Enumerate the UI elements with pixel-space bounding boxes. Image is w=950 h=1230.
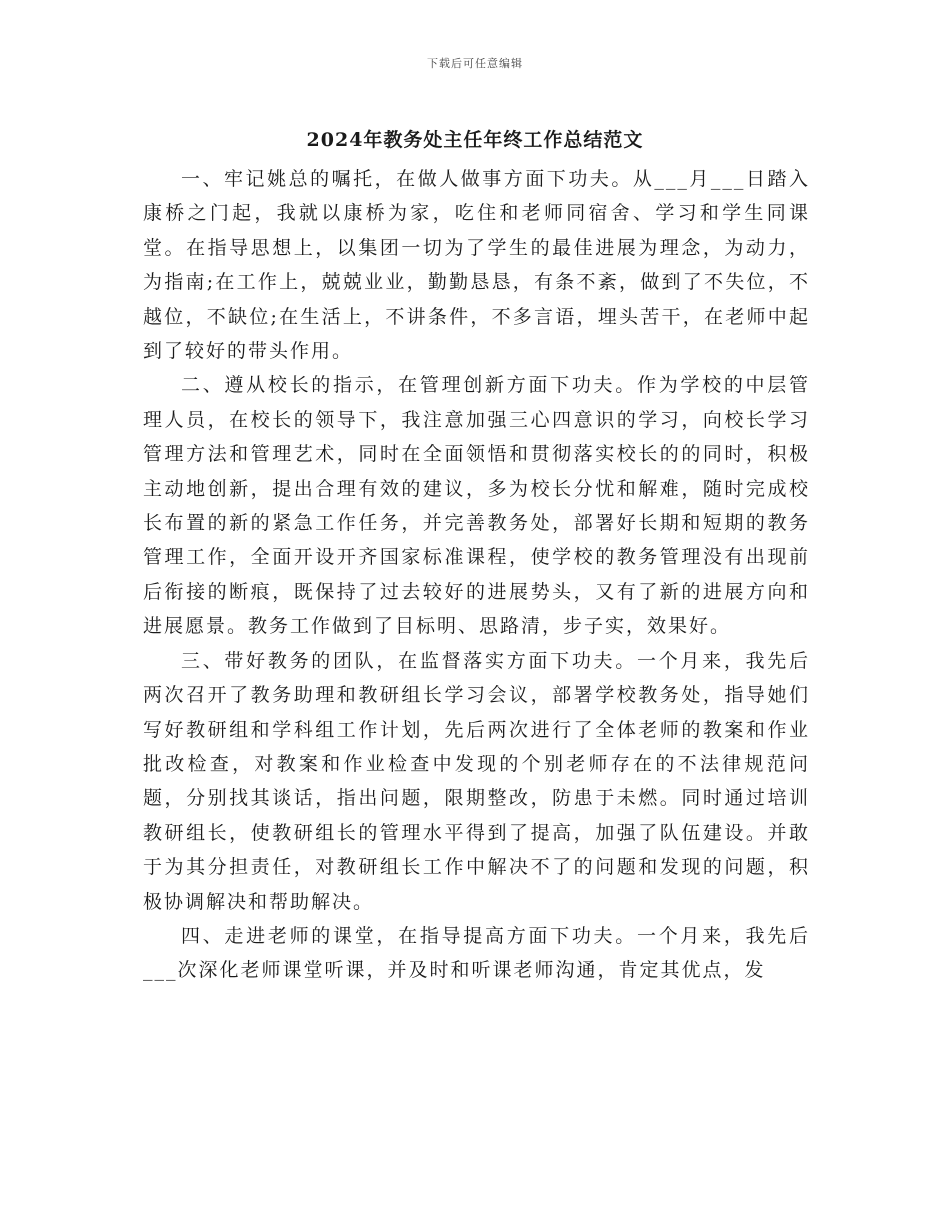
paragraph-3: 三、带好教务的团队，在监督落实方面下功夫。一个月来，我先后两次召开了教务助理和教研组长学习会议，部署学校教务处，指导她们写好教研组和学科组工作计划，先后两次进行了全体老师的教案和作业批改检查，对教案和作业检查中发现的个别老师存在的不法律规范问题，分别找其谈话，指出问题，限期整改，防患于未燃。同时通过培训教研组长，使教研组长的管理水平得到了提高，加强了队伍建设。并敢于为其分担责任，对教研组长工作中解决不了的问题和发现的问题，积极协调解决和帮助解决。 (143, 649, 810, 913)
document-body (143, 162, 810, 988)
document-title: 2024年教务处主任年终工作总结范文 (306, 129, 644, 151)
paragraph-2: 二、遵从校长的指示，在管理创新方面下功夫。作为学校的中层管理人员，在校长的领导下，我注意加强三心四意识的学习，向校长学习管理方法和管理艺术，同时在全面领悟和贯彻落实校长的的同时，积极主动地创新，提出合理有效的建议，多为校长分忧和解难，随时完成校长布置的新的紧急工作任务，并完善教务处，部署好长期和短期的教务管理工作，全面开设开齐国家标准课程，使学校的教务管理没有出现前后衔接的断痕，既保持了过去较好的进展势头，又有了新的进展方向和进展愿景。教务工作做到了目标明、思路清，步子实，效果好。 (143, 374, 810, 638)
paragraph-1: 一、牢记姚总的嘱托，在做人做事方面下功夫。从___月___日踏入康桥之门起，我就以康桥为家，吃住和老师同宿舍、学习和学生同课堂。在指导思想上，以集团一切为了学生的最佳进展为理念，为动力，为指南;在工作上，兢兢业业，勤勤恳恳，有条不紊，做到了不失位，不越位，不缺位;在生活上，不讲条件，不多言语，埋头苦干，在老师中起到了较好的带头作用。 (143, 168, 810, 363)
paragraph-4: 四、走进老师的课堂，在指导提高方面下功夫。一个月来，我先后___次深化老师课堂听课，并及时和听课老师沟通，肯定其优点，发 (143, 924, 810, 982)
page-header-note: 下载后可任意编辑 (427, 57, 523, 70)
